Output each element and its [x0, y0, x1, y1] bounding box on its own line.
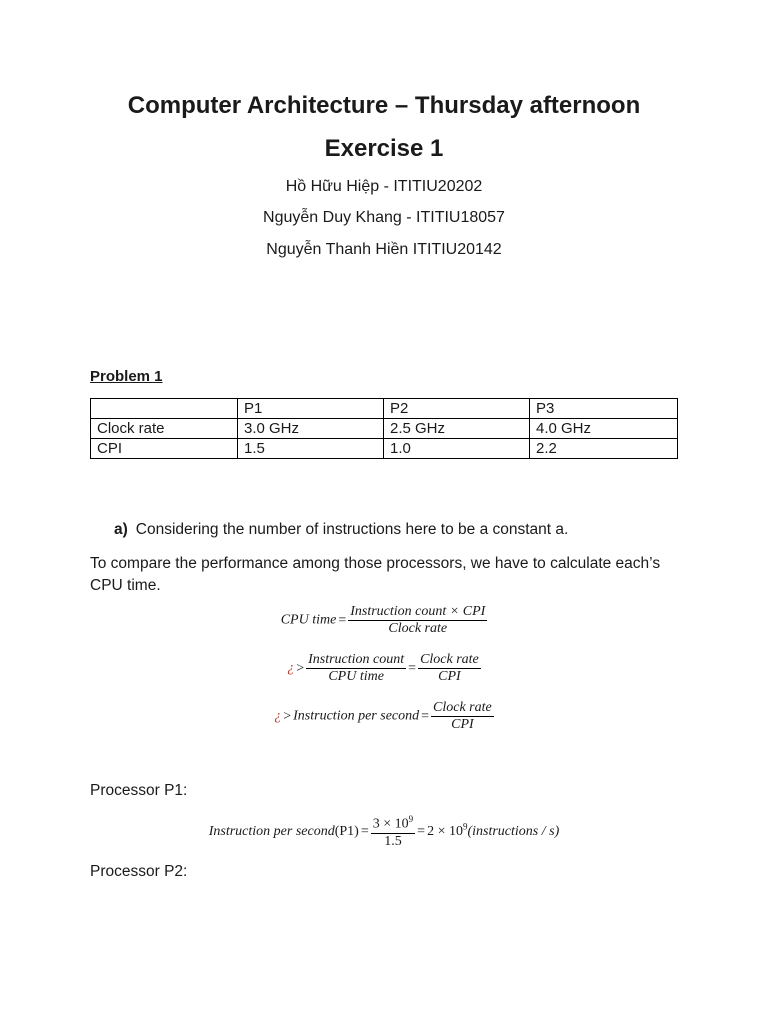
equals-sign: = [360, 824, 369, 840]
part-a-text: Considering the number of instructions here to be a constant a. [135, 521, 569, 538]
fraction-denominator: 1.5 [384, 833, 402, 849]
author-1: Hồ Hữu Hiệp - ITITIU20202 [285, 178, 483, 195]
document-subtitle: Exercise 1 [324, 135, 444, 162]
fraction-denominator: CPI [451, 717, 474, 732]
fraction [431, 700, 494, 733]
table-row [91, 419, 678, 439]
author-3: Nguyễn Thanh Hiền ITITIU20142 [266, 241, 502, 258]
table-header-cell: P2 [384, 399, 530, 419]
inverted-question-glyph: ¿ [287, 660, 295, 676]
fraction [306, 652, 406, 685]
formula-instruction-per-second [0, 700, 768, 733]
result-exponent: 9 [462, 821, 468, 832]
table-cell: 1.0 [384, 439, 530, 459]
table-header-cell: P3 [530, 399, 678, 419]
part-a-label: a) [114, 521, 128, 538]
result-base: 2 × 10 [427, 824, 463, 840]
table-cell: CPI [91, 439, 238, 459]
greater-than-sign: > [296, 660, 305, 676]
fraction [371, 814, 415, 850]
formula-instruction-rate [0, 652, 768, 685]
table-cell: 3.0 GHz [238, 419, 384, 439]
author-2: Nguyễn Duy Khang - ITITIU18057 [263, 209, 505, 226]
equals-sign: = [421, 708, 430, 724]
greater-than-sign: > [283, 708, 292, 724]
formula-lhs: CPU time [280, 612, 337, 628]
part-a [114, 521, 568, 539]
fraction-denominator: Clock rate [388, 621, 448, 636]
formula-cpu-time [0, 604, 768, 637]
fraction [418, 652, 481, 685]
processor-p1-label: Processor P1: [90, 782, 188, 799]
equals-sign: = [338, 612, 347, 628]
processor-p2-label: Processor P2: [90, 863, 188, 880]
numerator-exponent: 9 [408, 814, 414, 824]
table-header-row [91, 399, 678, 419]
problem-heading: Problem 1 [90, 368, 163, 385]
table-header-cell: P1 [238, 399, 384, 419]
fraction [348, 604, 487, 637]
fraction-numerator: Clock rate [433, 700, 492, 715]
formula-p1-result [0, 814, 768, 850]
formula-lhs: Instruction per second [208, 824, 335, 840]
table-row [91, 439, 678, 459]
equals-sign: = [417, 824, 426, 840]
document-title: Computer Architecture – Thursday afternoon [127, 92, 641, 119]
fraction-numerator: Clock rate [420, 652, 479, 667]
fraction-numerator [371, 814, 415, 834]
part-a-paragraph: To compare the performance among those processors, we have to calculate each’s CPU time. [90, 555, 661, 594]
table-header-cell [91, 399, 238, 419]
table-cell: 1.5 [238, 439, 384, 459]
fraction-denominator: CPI [438, 669, 461, 684]
fraction-denominator: CPU time [328, 669, 384, 684]
table-cell: 2.5 GHz [384, 419, 530, 439]
formula-lhs: Instruction per second [293, 708, 420, 724]
formula-argument: (P1) [334, 824, 359, 840]
processor-spec-table [90, 398, 678, 459]
inverted-question-glyph: ¿ [274, 708, 282, 724]
numerator-base: 3 × 10 [372, 816, 409, 832]
table-cell: 4.0 GHz [530, 419, 678, 439]
equals-sign: = [408, 660, 417, 676]
table-cell: Clock rate [91, 419, 238, 439]
result-unit: (instructions / s) [467, 824, 560, 840]
table-cell: 2.2 [530, 439, 678, 459]
fraction-numerator: Instruction count × CPI [350, 604, 486, 619]
fraction-numerator: Instruction count [308, 652, 405, 667]
